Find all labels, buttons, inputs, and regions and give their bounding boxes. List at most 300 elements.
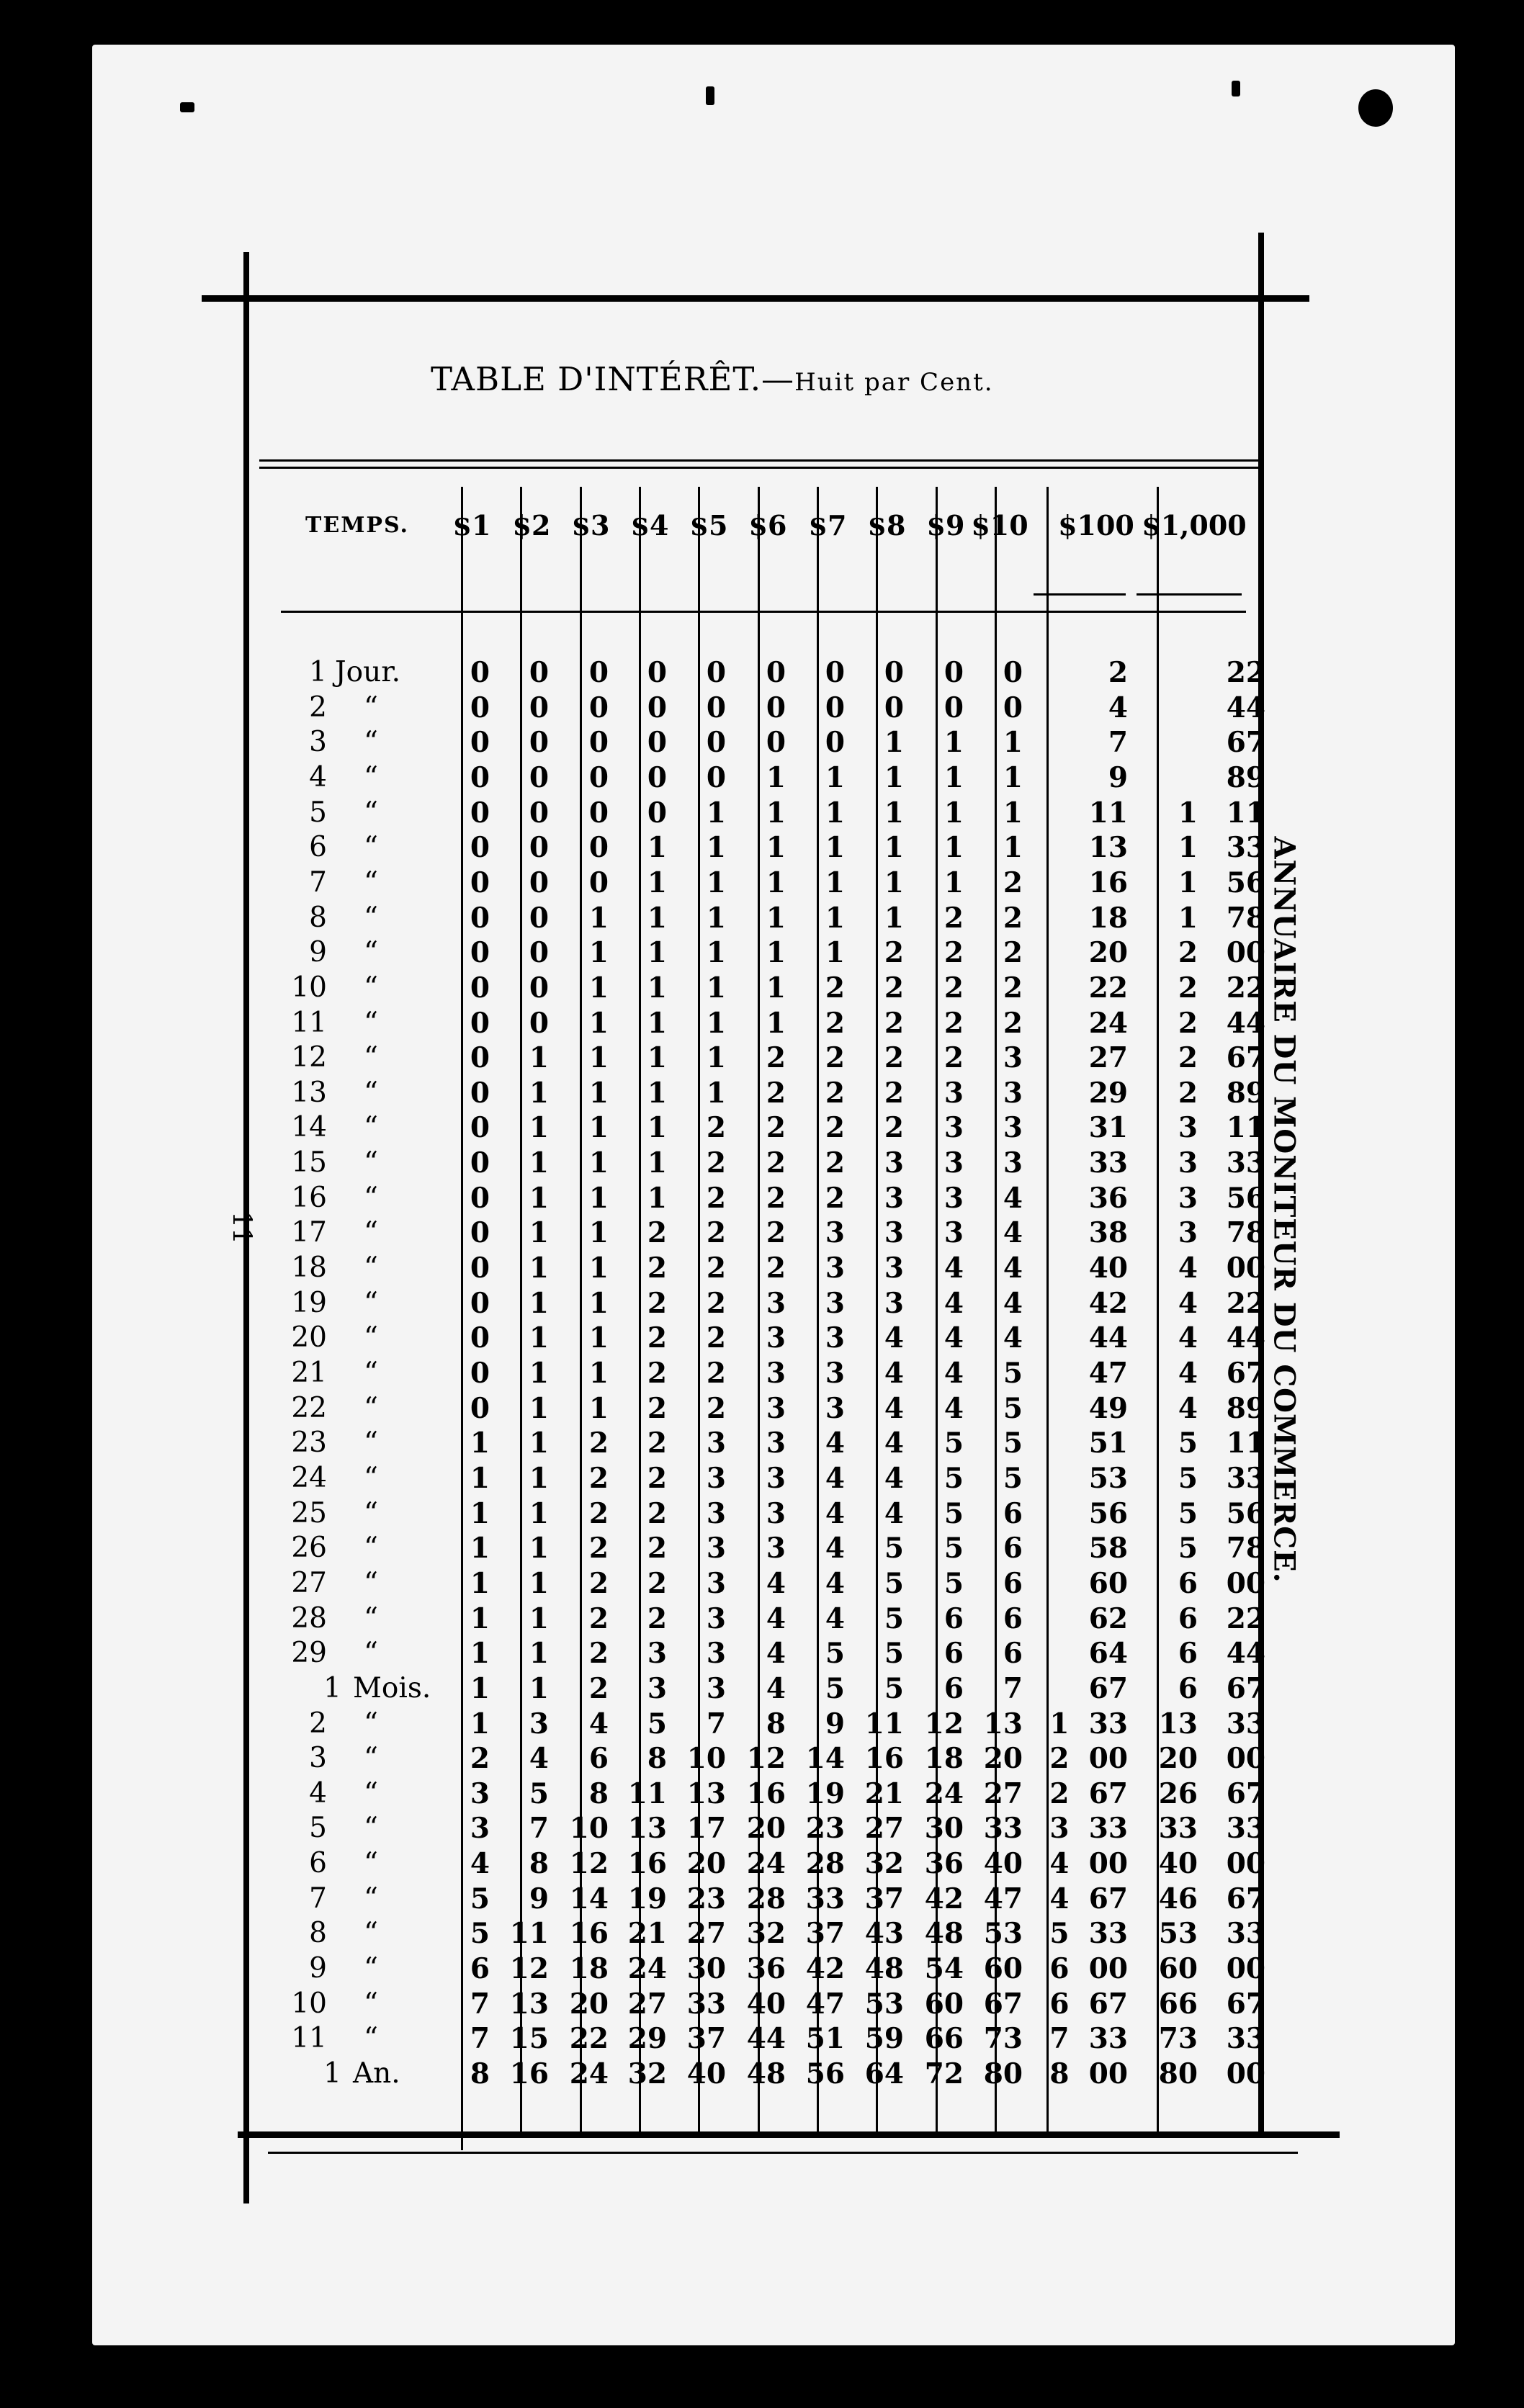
table-cell: 1 [884, 866, 904, 899]
column-header: $4 [630, 509, 669, 542]
row-unit: “ [364, 1742, 378, 1775]
table-cell: 5 [529, 1776, 549, 1810]
table-cell: 15 [509, 2022, 549, 2056]
table-cell: 48 [924, 1917, 964, 1951]
table-cell: 37 [864, 1882, 904, 1915]
row-unit: “ [364, 1601, 378, 1635]
table-cell: 1 [706, 1006, 726, 1040]
table-cell: 33 [1226, 831, 1265, 865]
table-cell: 89 [1226, 1391, 1265, 1425]
table-cell: 31 [1088, 1111, 1128, 1145]
table-cell: 89 [1226, 1076, 1265, 1110]
header-temps: TEMPS. [305, 513, 409, 538]
table-cell: 0 [825, 656, 845, 689]
table-cell: 1 [706, 901, 726, 935]
table-cell: 4 [1003, 1321, 1023, 1355]
table-cell: 40 [1158, 1847, 1198, 1881]
table-cell: 11 [1226, 1111, 1265, 1145]
table-cell: 0 [706, 656, 726, 689]
table-cell: 13 [627, 1812, 667, 1846]
table-cell: 4 [1178, 1321, 1198, 1355]
table-cell: 36 [1088, 1181, 1128, 1215]
column-header: $10 [971, 509, 1028, 542]
table-cell: 00 [1226, 1742, 1265, 1776]
row-unit: “ [364, 1566, 378, 1599]
table-cell: 0 [529, 726, 549, 760]
row-number: 8 [309, 1917, 327, 1950]
table-cell: 2 [1178, 936, 1198, 970]
row-number: 26 [291, 1532, 327, 1565]
table-cell: 2 [647, 1427, 667, 1460]
row-number: 1 [323, 1671, 341, 1704]
table-cell: 1 [884, 796, 904, 830]
table-cell: 1 [470, 1461, 490, 1495]
table-cell: 38 [1088, 1216, 1128, 1250]
table-row [0, 691, 1524, 726]
table-cell: 0 [470, 1391, 490, 1425]
table-cell: 1 [529, 1041, 549, 1075]
table-cell: 6 [588, 1742, 609, 1776]
table-cell: 3 [884, 1181, 904, 1215]
table-cell: 4 [825, 1532, 845, 1565]
table-cell: 3 [943, 1146, 964, 1180]
table-cell: 0 [470, 971, 490, 1005]
row-unit: “ [364, 691, 378, 724]
row-unit: “ [364, 971, 378, 1004]
table-cell: 1 [529, 1321, 549, 1355]
row-unit: “ [364, 831, 378, 864]
table-cell: 19 [805, 1776, 845, 1810]
table-cell: 5 [1178, 1532, 1198, 1565]
table-cell: 12 [746, 1742, 786, 1776]
table-cell: 6 [1003, 1532, 1023, 1565]
table-cell: 62 [1088, 1601, 1128, 1635]
row-unit: “ [364, 1952, 378, 1985]
table-cell: 33 [1158, 1812, 1198, 1846]
table-cell: 1 [766, 901, 786, 935]
table-cell: 1 [766, 796, 786, 830]
table-cell: 67 [1226, 1357, 1265, 1390]
table-cell: 53 [864, 1987, 904, 2021]
row-number: 4 [309, 1776, 327, 1810]
table-cell: 22 [1226, 656, 1265, 689]
table-cell: 6 [1003, 1566, 1023, 1600]
table-cell: 18 [1088, 901, 1128, 935]
table-cell: 4 [1178, 1357, 1198, 1390]
table-cell: 1 [1003, 726, 1023, 760]
table-cell: 2 [706, 1146, 726, 1180]
table-cell: 18 [924, 1742, 964, 1776]
table-cell: 1 [1003, 831, 1023, 865]
table-cell: 60 [983, 1952, 1023, 1986]
top-frame-rule [202, 295, 1309, 302]
page-number: 11 [226, 1211, 256, 1244]
table-cell: 16 [627, 1847, 667, 1881]
row-unit: “ [364, 1496, 378, 1529]
table-cell: 1 [706, 866, 726, 899]
column-header: $100 [1058, 509, 1134, 542]
table-cell: 56 [1226, 866, 1265, 899]
table-cell: 67 [1088, 1671, 1128, 1705]
table-cell: 5 [884, 1637, 904, 1671]
table-cell: 7 [529, 1812, 549, 1846]
table-cell: 1 [766, 1006, 786, 1040]
table-cell: 6 [1003, 1637, 1023, 1671]
ink-speck [706, 86, 714, 105]
header-underline-1000 [1137, 593, 1242, 596]
row-number: 25 [291, 1496, 327, 1529]
table-cell: 3 [1178, 1216, 1198, 1250]
table-cell: 3 [1003, 1076, 1023, 1110]
table-cell: 2 [706, 1252, 726, 1285]
table-cell: 30 [924, 1812, 964, 1846]
row-number: 17 [291, 1216, 327, 1249]
table-cell: 2 [588, 1637, 609, 1671]
row-unit: An. [353, 2057, 400, 2090]
table-cell: 6 [1178, 1671, 1198, 1705]
table-cell: 2 [1003, 901, 1023, 935]
table-cell: 6 [1178, 1566, 1198, 1600]
table-cell: 11 [627, 1776, 667, 1810]
row-number: 23 [291, 1427, 327, 1460]
table-cell: 3 [766, 1391, 786, 1425]
table-cell: 0 [588, 866, 609, 899]
row-number: 2 [309, 691, 327, 724]
table-cell: 1 [529, 1146, 549, 1180]
table-cell: 3 [943, 1111, 964, 1145]
table-cell: 4 [884, 1427, 904, 1460]
table-cell: 20 [983, 1742, 1023, 1776]
row-unit: “ [364, 1321, 378, 1354]
table-cell: 3 [647, 1637, 667, 1671]
row-number: 3 [309, 726, 327, 759]
table-cell: 2 [588, 1601, 609, 1635]
table-cell: 4 [1003, 1216, 1023, 1250]
row-number: 13 [291, 1076, 327, 1109]
table-cell: 3 [943, 1181, 964, 1215]
table-cell: 16 [509, 2057, 549, 2090]
table-cell: 54 [924, 1952, 964, 1986]
table-cell: 3 [766, 1461, 786, 1495]
table-cell: 0 [470, 796, 490, 830]
table-cell: 24 [924, 1776, 964, 1810]
row-number: 14 [291, 1111, 327, 1144]
header-rule-top-2 [259, 467, 1259, 469]
table-cell: 1 [529, 1601, 549, 1635]
table-cell: 22 [569, 2022, 609, 2056]
table-cell: 5 [825, 1671, 845, 1705]
table-cell: 2 [1003, 936, 1023, 970]
table-cell: 2 [1003, 971, 1023, 1005]
table-cell: 2 [706, 1286, 726, 1320]
table-cell: 4 [884, 1321, 904, 1355]
table-cell: 1 [766, 971, 786, 1005]
row-number: 20 [291, 1321, 327, 1354]
table-cell: 53 [1088, 1461, 1128, 1495]
table-cell: 56 [1226, 1496, 1265, 1530]
table-cell: 24 [569, 2057, 609, 2090]
table-cell: 1 [588, 1391, 609, 1425]
table-cell: 0 [529, 866, 549, 899]
table-cell: 4 [825, 1601, 845, 1635]
table-cell: 1 [706, 971, 726, 1005]
row-unit: “ [364, 1216, 378, 1249]
table-cell: 22 [1226, 1601, 1265, 1635]
table-cell: 40 [1088, 1252, 1128, 1285]
table-cell: 67 [1226, 1987, 1265, 2021]
table-cell: 33 [1226, 1917, 1265, 1951]
table-cell: 2 [825, 1111, 845, 1145]
table-cell: 0 [529, 691, 549, 724]
table-cell: 0 [470, 1321, 490, 1355]
table-cell: 0 [470, 901, 490, 935]
row-number: 15 [291, 1146, 327, 1180]
table-cell: 0 [470, 726, 490, 760]
table-cell: 2 [647, 1601, 667, 1635]
column-header: $1,000 [1142, 509, 1247, 542]
table-row [0, 1846, 1524, 1882]
table-cell: 24 [746, 1847, 786, 1881]
table-cell: 2 [825, 1006, 845, 1040]
table-cell: 13 [509, 1987, 549, 2021]
row-unit: “ [364, 1917, 378, 1950]
side-title: ANNUAIRE DU MONITEUR DU COMMERCE. [1267, 836, 1301, 1583]
table-cell: 2 [588, 1496, 609, 1530]
row-number: 9 [309, 1952, 327, 1985]
table-cell: 2 [706, 1111, 726, 1145]
table-cell: 6 67 [1049, 1987, 1128, 2021]
table-cell: 2 [884, 1076, 904, 1110]
table-cell: 1 [884, 760, 904, 794]
table-cell: 0 [588, 691, 609, 724]
table-cell: 0 [470, 1181, 490, 1215]
table-cell: 4 [470, 1847, 490, 1881]
row-number: 6 [309, 831, 327, 864]
column-header: $5 [689, 509, 728, 542]
table-cell: 7 [470, 2022, 490, 2056]
table-cell: 0 [470, 1252, 490, 1285]
table-cell: 6 00 [1049, 1952, 1128, 1986]
row-number: 29 [291, 1637, 327, 1670]
table-cell: 3 [706, 1566, 726, 1600]
table-cell: 3 [706, 1601, 726, 1635]
table-cell: 1 [529, 1252, 549, 1285]
table-cell: 5 [647, 1707, 667, 1740]
table-cell: 51 [1088, 1427, 1128, 1460]
table-cell: 67 [1226, 1882, 1265, 1915]
row-number: 21 [291, 1357, 327, 1389]
table-cell: 3 [825, 1391, 845, 1425]
table-cell: 24 [627, 1952, 667, 1986]
table-cell: 1 [825, 936, 845, 970]
table-cell: 0 [470, 831, 490, 865]
table-cell: 1 [825, 796, 845, 830]
table-cell: 2 [884, 1041, 904, 1075]
table-cell: 3 [1178, 1111, 1198, 1145]
table-cell: 1 [588, 1181, 609, 1215]
table-cell: 0 [529, 656, 549, 689]
page-title: TABLE D'INTÉRÊT.—Huit par Cent. [431, 360, 994, 398]
table-cell: 3 [766, 1427, 786, 1460]
table-cell: 5 [1003, 1391, 1023, 1425]
table-cell: 3 [884, 1216, 904, 1250]
row-number: 5 [309, 796, 327, 829]
table-cell: 60 [924, 1987, 964, 2021]
table-cell: 8 [588, 1776, 609, 1810]
table-cell: 56 [805, 2057, 845, 2090]
table-cell: 3 [706, 1637, 726, 1671]
table-cell: 51 [805, 2022, 845, 2056]
table-cell: 4 [884, 1496, 904, 1530]
table-cell: 2 [825, 971, 845, 1005]
table-cell: 2 [884, 1006, 904, 1040]
table-cell: 5 [884, 1532, 904, 1565]
table-cell: 1 [588, 1321, 609, 1355]
table-cell: 0 [588, 796, 609, 830]
table-cell: 33 [1226, 2022, 1265, 2056]
table-cell: 67 [1226, 1776, 1265, 1810]
row-unit: Jour. [335, 656, 400, 688]
table-cell: 2 [943, 971, 964, 1005]
table-cell: 1 [647, 901, 667, 935]
table-cell: 2 [706, 1321, 726, 1355]
table-cell: 6 [1178, 1601, 1198, 1635]
row-number: 9 [309, 936, 327, 969]
table-cell: 0 [766, 726, 786, 760]
table-cell: 1 [588, 1146, 609, 1180]
table-cell: 2 [1108, 656, 1128, 689]
table-cell: 14 [569, 1882, 609, 1915]
table-cell: 5 [884, 1671, 904, 1705]
table-cell: 2 [943, 936, 964, 970]
table-cell: 0 [529, 936, 549, 970]
table-cell: 1 [529, 1391, 549, 1425]
column-header: $9 [926, 509, 965, 542]
row-unit: “ [364, 726, 378, 759]
table-cell: 2 [766, 1181, 786, 1215]
row-unit: “ [364, 936, 378, 969]
table-cell: 0 [470, 1216, 490, 1250]
table-cell: 37 [805, 1917, 845, 1951]
table-cell: 3 [647, 1671, 667, 1705]
row-unit: “ [364, 2022, 378, 2055]
ink-speck [180, 102, 194, 112]
table-cell: 40 [686, 2057, 726, 2090]
header-rule-top [259, 459, 1259, 462]
table-row [0, 1776, 1524, 1812]
table-cell: 6 [1178, 1637, 1198, 1671]
table-cell: 20 [569, 1987, 609, 2021]
row-unit: “ [364, 1847, 378, 1880]
table-cell: 67 [1226, 1041, 1265, 1075]
table-cell: 5 [1003, 1357, 1023, 1390]
table-cell: 43 [864, 1917, 904, 1951]
table-cell: 78 [1226, 1532, 1265, 1565]
title-rate: Huit par Cent. [794, 368, 994, 397]
column-header: $2 [512, 509, 551, 542]
table-cell: 0 [529, 760, 549, 794]
row-number: 6 [309, 1847, 327, 1880]
table-cell: 4 67 [1049, 1882, 1128, 1915]
table-cell: 3 [825, 1286, 845, 1320]
table-cell: 0 [470, 1111, 490, 1145]
row-number: 5 [309, 1812, 327, 1845]
table-cell: 33 [983, 1812, 1023, 1846]
table-cell: 0 [647, 760, 667, 794]
table-cell: 1 [647, 1076, 667, 1110]
row-unit: “ [364, 1532, 378, 1565]
table-cell: 00 [1226, 1952, 1265, 1986]
table-cell: 13 [983, 1707, 1023, 1740]
table-cell: 2 [588, 1671, 609, 1705]
row-unit: “ [364, 1111, 378, 1144]
table-cell: 1 [766, 866, 786, 899]
table-cell: 2 [647, 1286, 667, 1320]
row-unit: “ [364, 1776, 378, 1810]
row-number: 2 [309, 1707, 327, 1740]
table-cell: 3 [884, 1252, 904, 1285]
table-cell: 44 [1226, 691, 1265, 724]
table-cell: 16 [746, 1776, 786, 1810]
table-cell: 33 [1088, 1146, 1128, 1180]
table-cell: 44 [1088, 1321, 1128, 1355]
row-unit: “ [364, 901, 378, 934]
table-cell: 6 [943, 1601, 964, 1635]
table-cell: 2 [1178, 1041, 1198, 1075]
table-cell: 0 [706, 760, 726, 794]
table-cell: 5 [943, 1532, 964, 1565]
row-number: 1 [309, 656, 327, 688]
row-unit: “ [364, 1391, 378, 1424]
table-cell: 1 [884, 901, 904, 935]
row-number: 27 [291, 1566, 327, 1599]
row-number: 24 [291, 1461, 327, 1494]
table-cell: 16 [1088, 866, 1128, 899]
row-number: 4 [309, 760, 327, 794]
table-cell: 16 [864, 1742, 904, 1776]
table-cell: 36 [746, 1952, 786, 1986]
row-unit: “ [364, 1252, 378, 1285]
table-cell: 2 [766, 1041, 786, 1075]
table-cell: 53 [1158, 1917, 1198, 1951]
table-cell: 0 [647, 691, 667, 724]
table-cell: 6 [1003, 1601, 1023, 1635]
table-cell: 27 [1088, 1041, 1128, 1075]
table-row [0, 2021, 1524, 2057]
table-cell: 33 [1226, 1812, 1265, 1846]
table-cell: 1 [529, 1637, 549, 1671]
table-cell: 2 [1178, 971, 1198, 1005]
ink-speck [1232, 81, 1240, 96]
table-cell: 7 [1108, 726, 1128, 760]
table-cell: 5 [943, 1566, 964, 1600]
table-cell: 1 [706, 1041, 726, 1075]
table-cell: 3 [529, 1707, 549, 1740]
table-cell: 66 [924, 2022, 964, 2056]
table-cell: 4 [825, 1566, 845, 1600]
table-cell: 0 [470, 866, 490, 899]
table-cell: 2 [588, 1427, 609, 1460]
table-cell: 13 [686, 1776, 726, 1810]
table-cell: 12 [509, 1952, 549, 1986]
table-cell: 2 [706, 1181, 726, 1215]
table-cell: 72 [924, 2057, 964, 2090]
table-cell: 3 33 [1049, 1812, 1128, 1846]
table-cell: 00 [1226, 1847, 1265, 1881]
table-cell: 1 [588, 1006, 609, 1040]
table-cell: 1 [884, 831, 904, 865]
table-cell: 27 [983, 1776, 1023, 1810]
